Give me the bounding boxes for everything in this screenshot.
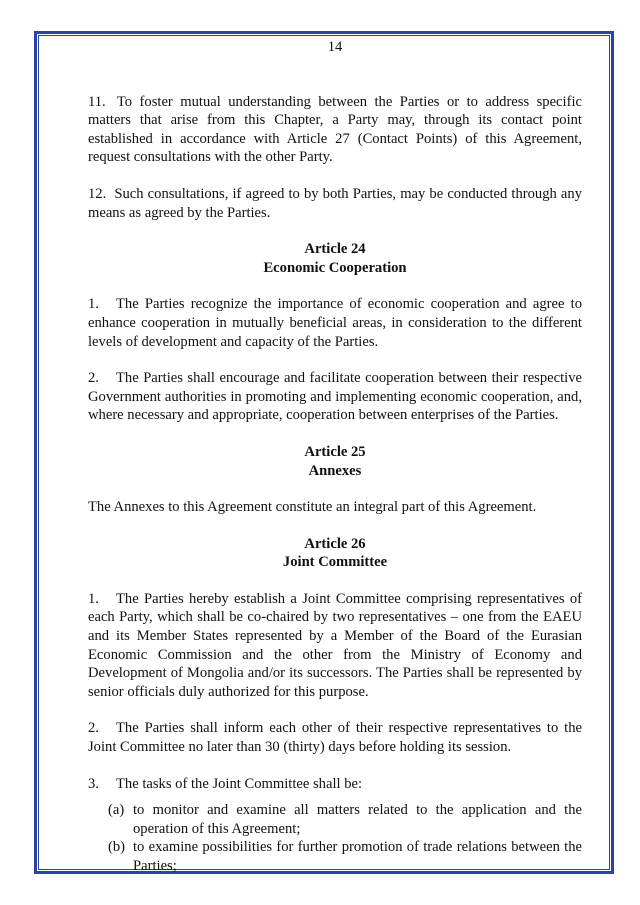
- list-item: [88, 801, 582, 838]
- article-title: Joint Committee: [282, 554, 388, 571]
- list-item: [88, 838, 582, 875]
- article-number: Article 24: [304, 241, 366, 258]
- article-25-text: The Annexes to this Agreement constitute an integral part of this Agreement.: [88, 499, 537, 516]
- list-item-label: (b): [108, 839, 126, 856]
- list-item-label: (a): [108, 802, 125, 819]
- article-24-paragraph-1: [88, 295, 582, 351]
- paragraph-number: 3.: [88, 775, 99, 792]
- article-title: Annexes: [308, 462, 362, 479]
- article-26-heading: [88, 535, 582, 572]
- article-title: Economic Cooperation: [263, 259, 407, 276]
- article-number: Article 26: [304, 535, 366, 552]
- list-item-text: to monitor and examine all matters related to the application and the operation of this Agreement;: [133, 802, 582, 837]
- document-body: [88, 38, 582, 876]
- paragraph-text: The Parties shall inform each other of their respective representatives to the Joint Committee no later than 30 (thirty) days before holding its session.: [88, 720, 582, 756]
- article-26-paragraph-1: [88, 590, 582, 702]
- article-26-paragraph-3: [88, 775, 582, 794]
- list-item-text: to examine possibilities for further promotion of trade relations between the Parties;: [133, 839, 582, 874]
- article-number: Article 25: [304, 443, 366, 460]
- paragraph-text: The Parties recognize the importance of economic cooperation and agree to enhance cooperation in mutually beneficial areas, in consideration to the different levels of development and capacity of the Parties.: [88, 296, 582, 350]
- article-26-paragraph-2: [88, 719, 582, 756]
- paragraph-number: 12.: [88, 185, 107, 202]
- paragraph-number: 11.: [88, 93, 106, 110]
- article-25-heading: [88, 443, 582, 480]
- paragraph-text: Such consultations, if agreed to by both Parties, may be conducted through any means as agreed by the Parties.: [88, 185, 582, 221]
- paragraph-number: 2.: [88, 720, 99, 737]
- paragraph-number: 2.: [88, 370, 99, 387]
- paragraph-text: The Parties hereby establish a Joint Committee comprising representatives of each Party, which shall be co-chaired by two representatives – one from the EAEU and its Member States represented by a Member of the Board of the Eurasian Economic Commission and the other from the Ministry of Economy and Development of Mongolia and/or its successors. The Parties shall be represented by senior officials duly authorized for this purpose.: [88, 590, 582, 700]
- page-number: 14: [327, 39, 343, 55]
- paragraph-11: [88, 93, 582, 167]
- paragraph-text: The tasks of the Joint Committee shall be:: [116, 775, 363, 792]
- article-24-paragraph-2: [88, 369, 582, 425]
- paragraph-text: The Parties shall encourage and facilitate cooperation between their respective Government authorities in promoting and implementing economic cooperation, and, where necessary and appropriate, cooperation between enterprises of the Parties.: [88, 370, 582, 424]
- paragraph-number: 1.: [88, 590, 99, 607]
- joint-committee-task-list: [88, 801, 582, 875]
- paragraph-number: 1.: [88, 296, 99, 313]
- paragraph-12: [88, 185, 582, 222]
- article-24-heading: [88, 240, 582, 277]
- paragraph-text: To foster mutual understanding between the Parties or to address specific matters that arise from this Chapter, a Party may, through its contact point established in accordance with Article 27 (Contact Points) of this Agreement, request consultations with the other Party.: [88, 93, 582, 166]
